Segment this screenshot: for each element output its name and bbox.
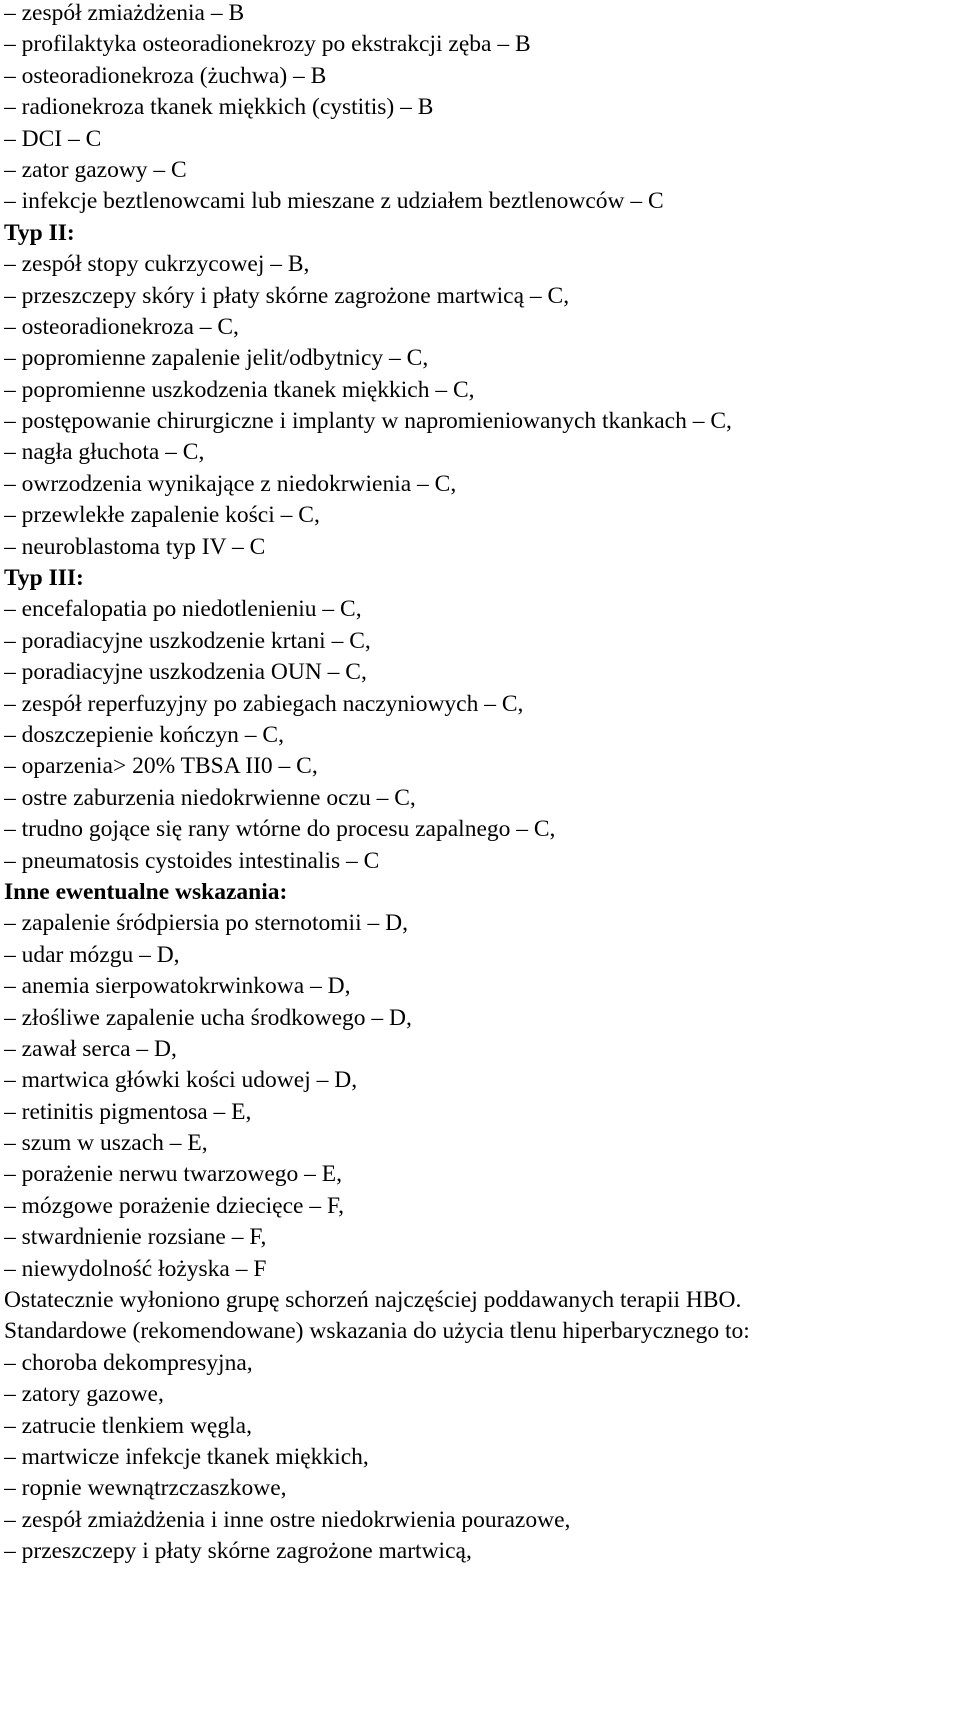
typ-iii-section — [4, 563, 956, 877]
list-item: – poradiacyjne uszkodzenia OUN – C, — [4, 659, 367, 686]
list-item: – porażenie nerwu twarzowego – E, — [4, 1161, 342, 1188]
list-item: – retinitis pigmentosa – E, — [4, 1098, 252, 1125]
paragraph: Standardowe (rekomendowane) wskazania do użycia tlenu hiperbarycznego to: — [4, 1318, 750, 1345]
section-heading: Inne ewentualne wskazania: — [4, 878, 288, 905]
list-item: – ropnie wewnątrzczaszkowe, — [4, 1475, 287, 1502]
list-item: – zespół reperfuzyjny po zabiegach naczyniowych – C, — [4, 690, 524, 717]
list-item: – profilaktyka osteoradionekrozy po ekstrakcji zęba – B — [4, 31, 531, 58]
paragraph: Ostatecznie wyłoniono grupę schorzeń najczęściej poddawanych terapii HBO. — [4, 1287, 742, 1314]
list-item: – radionekroza tkanek miękkich (cystitis) – B — [4, 94, 434, 121]
section-heading: Typ III: — [4, 565, 84, 592]
list-item: – zawał serca – D, — [4, 1035, 177, 1062]
list-item: – przewlekłe zapalenie kości – C, — [4, 502, 320, 529]
list-item: – martwica główki kości udowej – D, — [4, 1067, 358, 1094]
list-item: – choroba dekompresyjna, — [4, 1349, 253, 1376]
list-item: – zespół zmiażdżenia i inne ostre niedokrwienia pourazowe, — [4, 1506, 571, 1533]
list-item: – nagła głuchota – C, — [4, 439, 205, 466]
list-item: – ostre zaburzenia niedokrwienne oczu – C, — [4, 784, 416, 811]
list-item: – doszczepienie kończyn – C, — [4, 721, 284, 748]
list-item: – zatory gazowe, — [4, 1381, 164, 1408]
list-item: – osteoradionekroza (żuchwa) – B — [4, 62, 327, 89]
list-item: – zapalenie śródpiersia po sternotomii – D, — [4, 910, 408, 937]
list-item: – osteoradionekroza – C, — [4, 313, 239, 340]
list-item: – złośliwe zapalenie ucha środkowego – D, — [4, 1004, 412, 1031]
list-item: – udar mózgu – D, — [4, 941, 180, 968]
list-item: – zator gazowy – C — [4, 156, 187, 183]
list-item: – trudno gojące się rany wtórne do procesu zapalnego – C, — [4, 816, 556, 843]
list-item: – martwicze infekcje tkanek miękkich, — [4, 1443, 369, 1470]
list-item: – stwardnienie rozsiane – F, — [4, 1224, 267, 1251]
list-item: – zespół zmiażdżenia – B — [4, 0, 245, 26]
inne-section — [4, 877, 956, 1285]
list-item: – neuroblastoma typ IV – C — [4, 533, 266, 560]
list-item: – szum w uszach – E, — [4, 1130, 208, 1157]
typ-i-tail-list — [4, 0, 956, 218]
list-item: – przeszczepy i płaty skórne zagrożone martwicą, — [4, 1538, 472, 1565]
list-item: – DCI – C — [4, 125, 102, 152]
list-item: – mózgowe porażenie dziecięce – F, — [4, 1192, 345, 1219]
list-item: – niewydolność łożyska – F — [4, 1255, 267, 1282]
list-item: – postępowanie chirurgiczne i implanty w napromieniowanych tkankach – C, — [4, 408, 732, 435]
list-item: – encefalopatia po niedotlenieniu – C, — [4, 596, 362, 623]
list-item: – zespół stopy cukrzycowej – B, — [4, 251, 310, 278]
list-item: – zatrucie tlenkiem węgla, — [4, 1412, 252, 1439]
summary-section — [4, 1285, 956, 1568]
document-page — [4, 0, 956, 1568]
typ-ii-section — [4, 218, 956, 563]
list-item: – owrzodzenia wynikające z niedokrwienia – C, — [4, 470, 457, 497]
list-item: – popromienne zapalenie jelit/odbytnicy – C, — [4, 345, 429, 372]
list-item: – pneumatosis cystoides intestinalis – C — [4, 847, 380, 874]
list-item: – poradiacyjne uszkodzenie krtani – C, — [4, 627, 371, 654]
list-item: – infekcje beztlenowcami lub mieszane z udziałem beztlenowców – C — [4, 188, 664, 215]
list-item: – przeszczepy skóry i płaty skórne zagrożone martwicą – C, — [4, 282, 570, 309]
list-item: – popromienne uszkodzenia tkanek miękkich – C, — [4, 376, 475, 403]
section-heading: Typ II: — [4, 219, 75, 246]
list-item: – anemia sierpowatokrwinkowa – D, — [4, 973, 351, 1000]
list-item: – oparzenia> 20% TBSA II0 – C, — [4, 753, 318, 780]
